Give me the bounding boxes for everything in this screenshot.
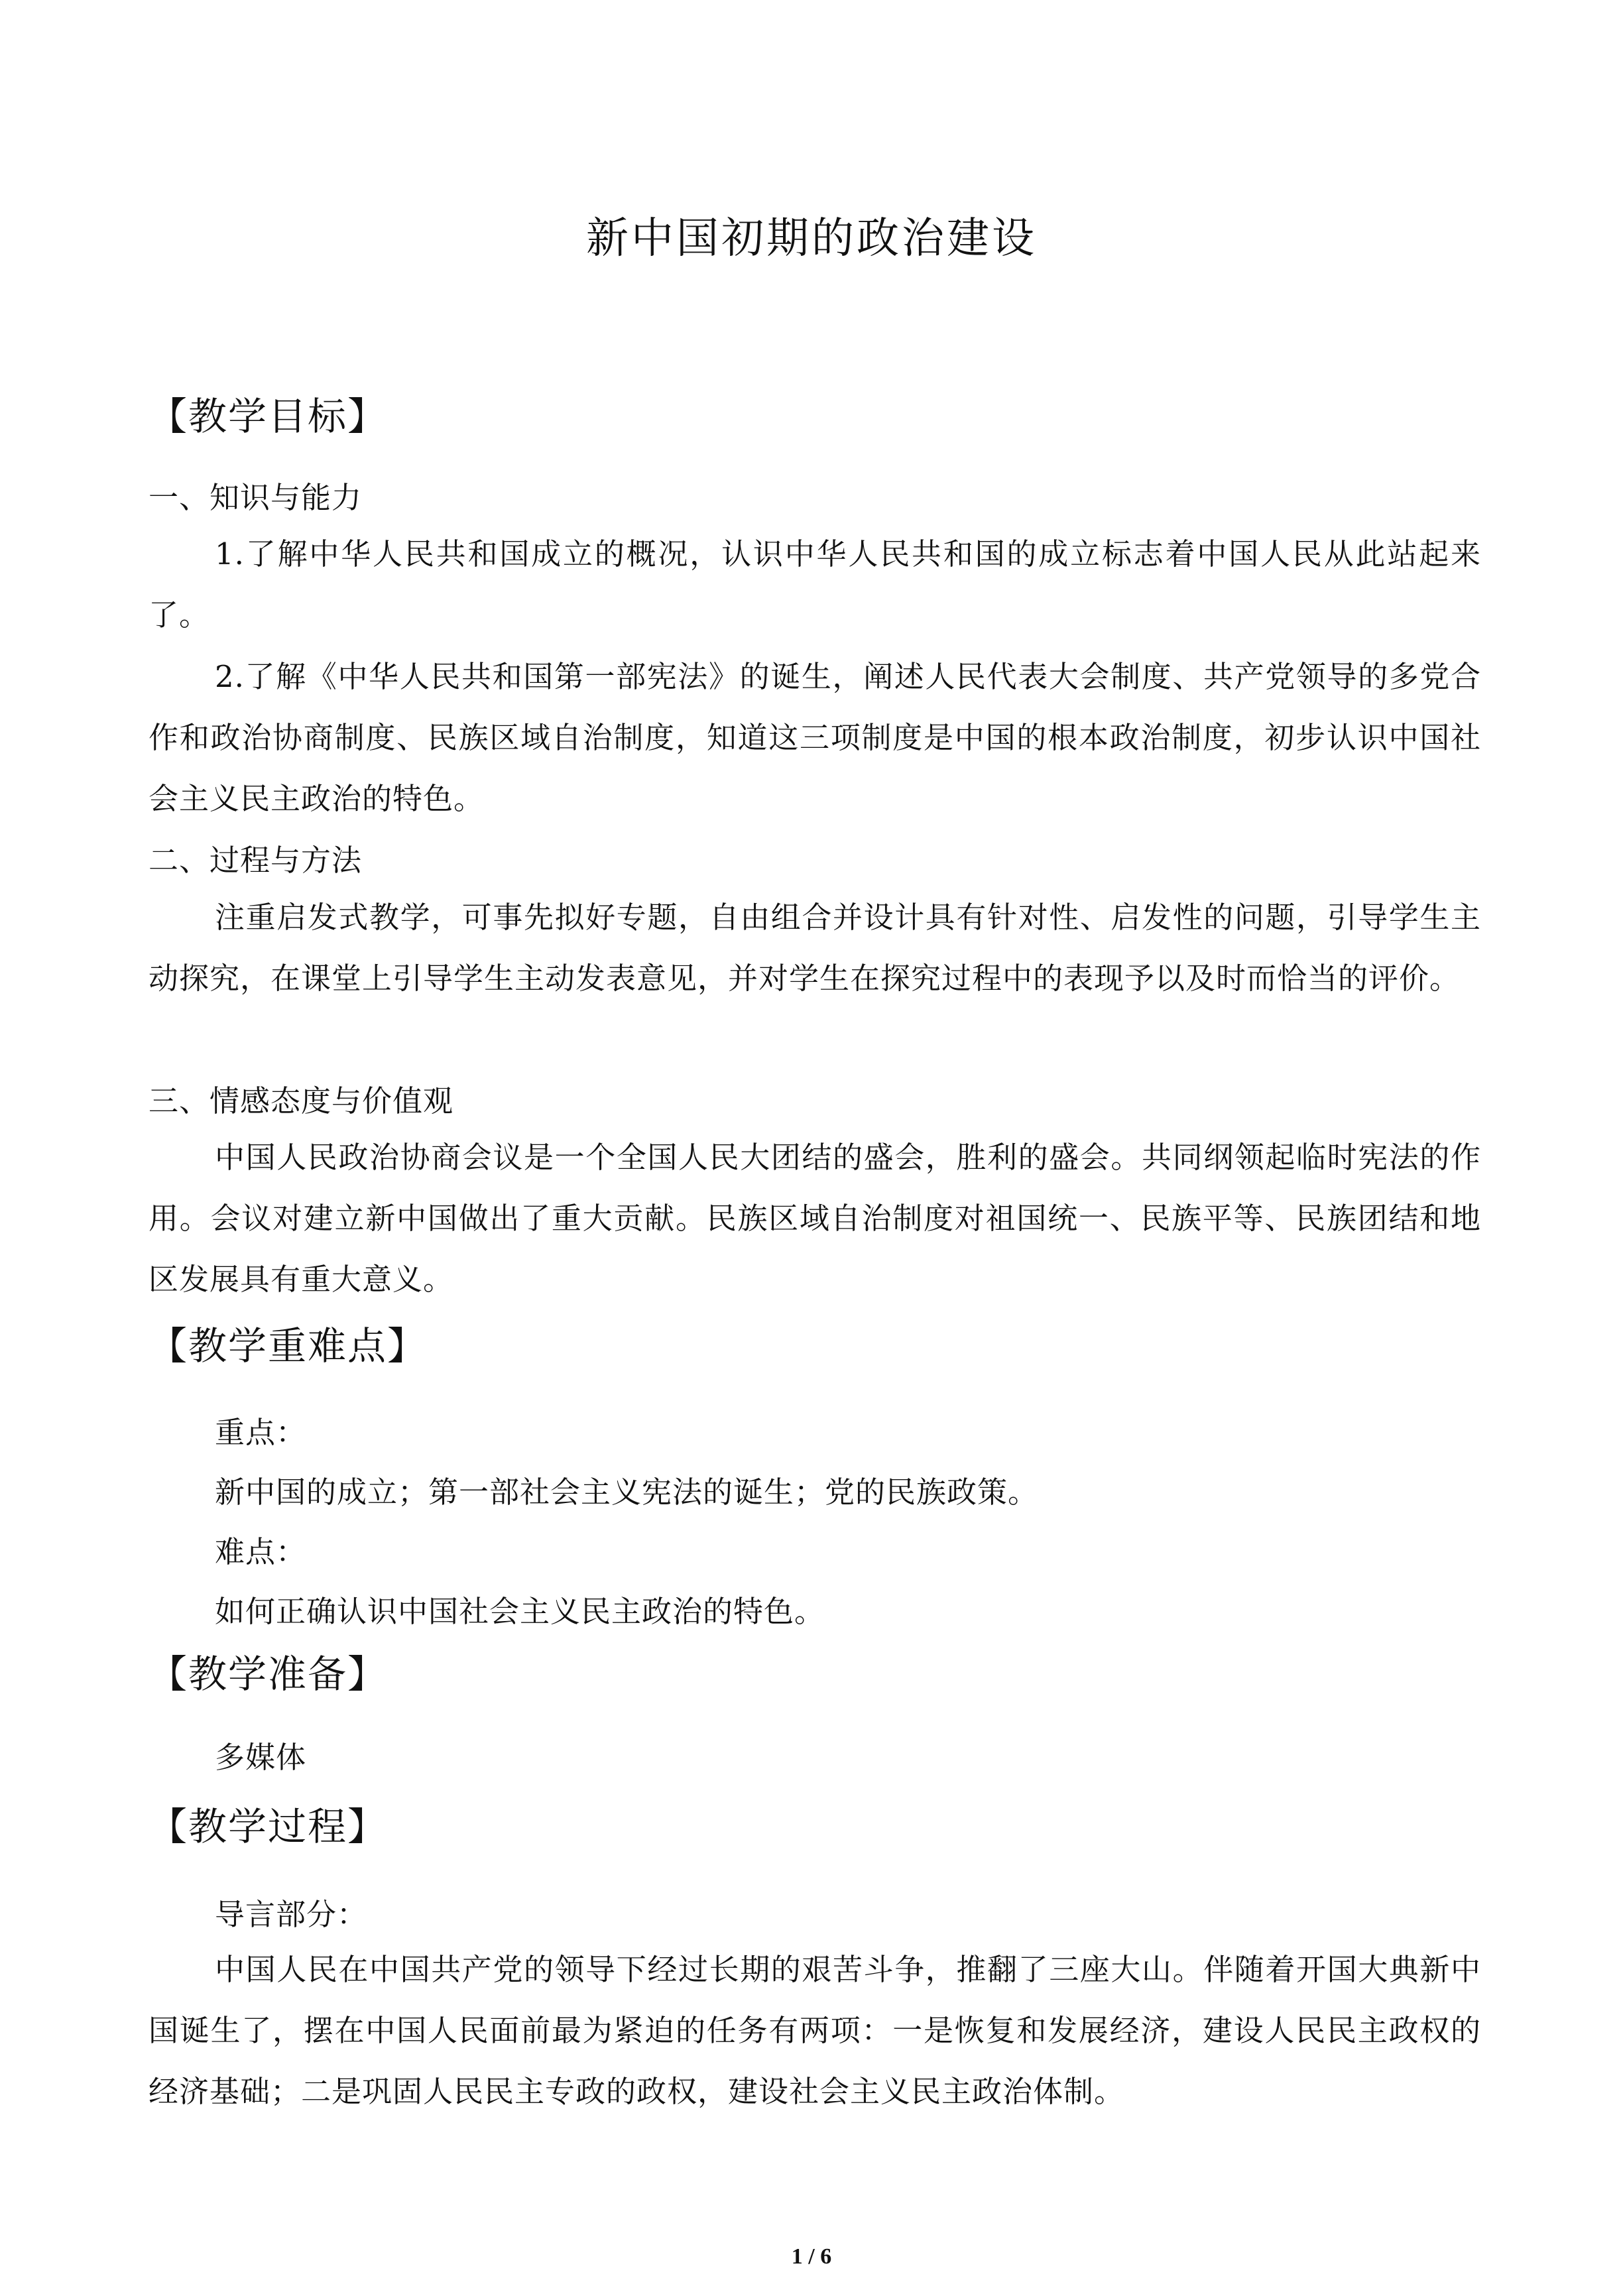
preparation-text: 多媒体 (215, 1740, 307, 1775)
paragraph-values: 中国人民政治协商会议是一个全国人民大团结的盛会，胜利的盛会。共同纲领起临时宪法的作用。会议对建立新中国做出了重大贡献。民族区域自治制度对祖国统一、民族平等、民族团结和地区发展具有重大意义。 (149, 1140, 1481, 1297)
subheading-process-method: 二、过程与方法 (149, 843, 363, 878)
section-heading-teaching-process: 【教学过程】 (149, 1804, 388, 1849)
paragraph-knowledge-1: 1.了解中华人民共和国成立的概况，认识中华人民共和国的成立标志着中国人民从此站起来了。 (149, 536, 1481, 633)
section-heading-preparation: 【教学准备】 (149, 1652, 388, 1697)
paragraph-intro: 中国人民在中国共产党的领导下经过长期的艰苦斗争，推翻了三座大山。伴随着开国大典新中国诞生了，摆在中国人民面前最为紧迫的任务有两项：一是恢复和发展经济，建设人民民主政权的经济基础；二是巩固人民民主专政的政权，建设社会主义民主政治体制。 (149, 1952, 1481, 2109)
difficult-point-text: 如何正确认识中国社会主义民主政治的特色。 (215, 1594, 825, 1629)
paragraph-process-method: 注重启发式教学，可事先拟好专题，自由组合并设计具有针对性、启发性的问题，引导学生主动探究，在课堂上引导学生主动发表意见，并对学生在探究过程中的表现予以及时而恰当的评价。 (149, 900, 1481, 996)
intro-label: 导言部分： (215, 1897, 368, 1932)
difficult-point-label: 难点： (215, 1534, 307, 1569)
subheading-knowledge: 一、知识与能力 (149, 480, 363, 515)
section-heading-key-points: 【教学重难点】 (149, 1323, 428, 1368)
paragraph-knowledge-2: 2.了解《中华人民共和国第一部宪法》的诞生，阐述人民代表大会制度、共产党领导的多党合作和政治协商制度、民族区域自治制度，知道这三项制度是中国的根本政治制度，初步认识中国社会主义民主政治的特色。 (149, 659, 1481, 816)
key-point-label: 重点： (215, 1415, 307, 1450)
page-title: 新中国初期的政治建设 (586, 214, 1037, 263)
subheading-values: 三、情感态度与价值观 (149, 1083, 454, 1118)
section-heading-objectives: 【教学目标】 (149, 394, 388, 439)
key-point-text: 新中国的成立；第一部社会主义宪法的诞生；党的民族政策。 (215, 1475, 1039, 1510)
page-number: 1 / 6 (791, 2244, 832, 2269)
